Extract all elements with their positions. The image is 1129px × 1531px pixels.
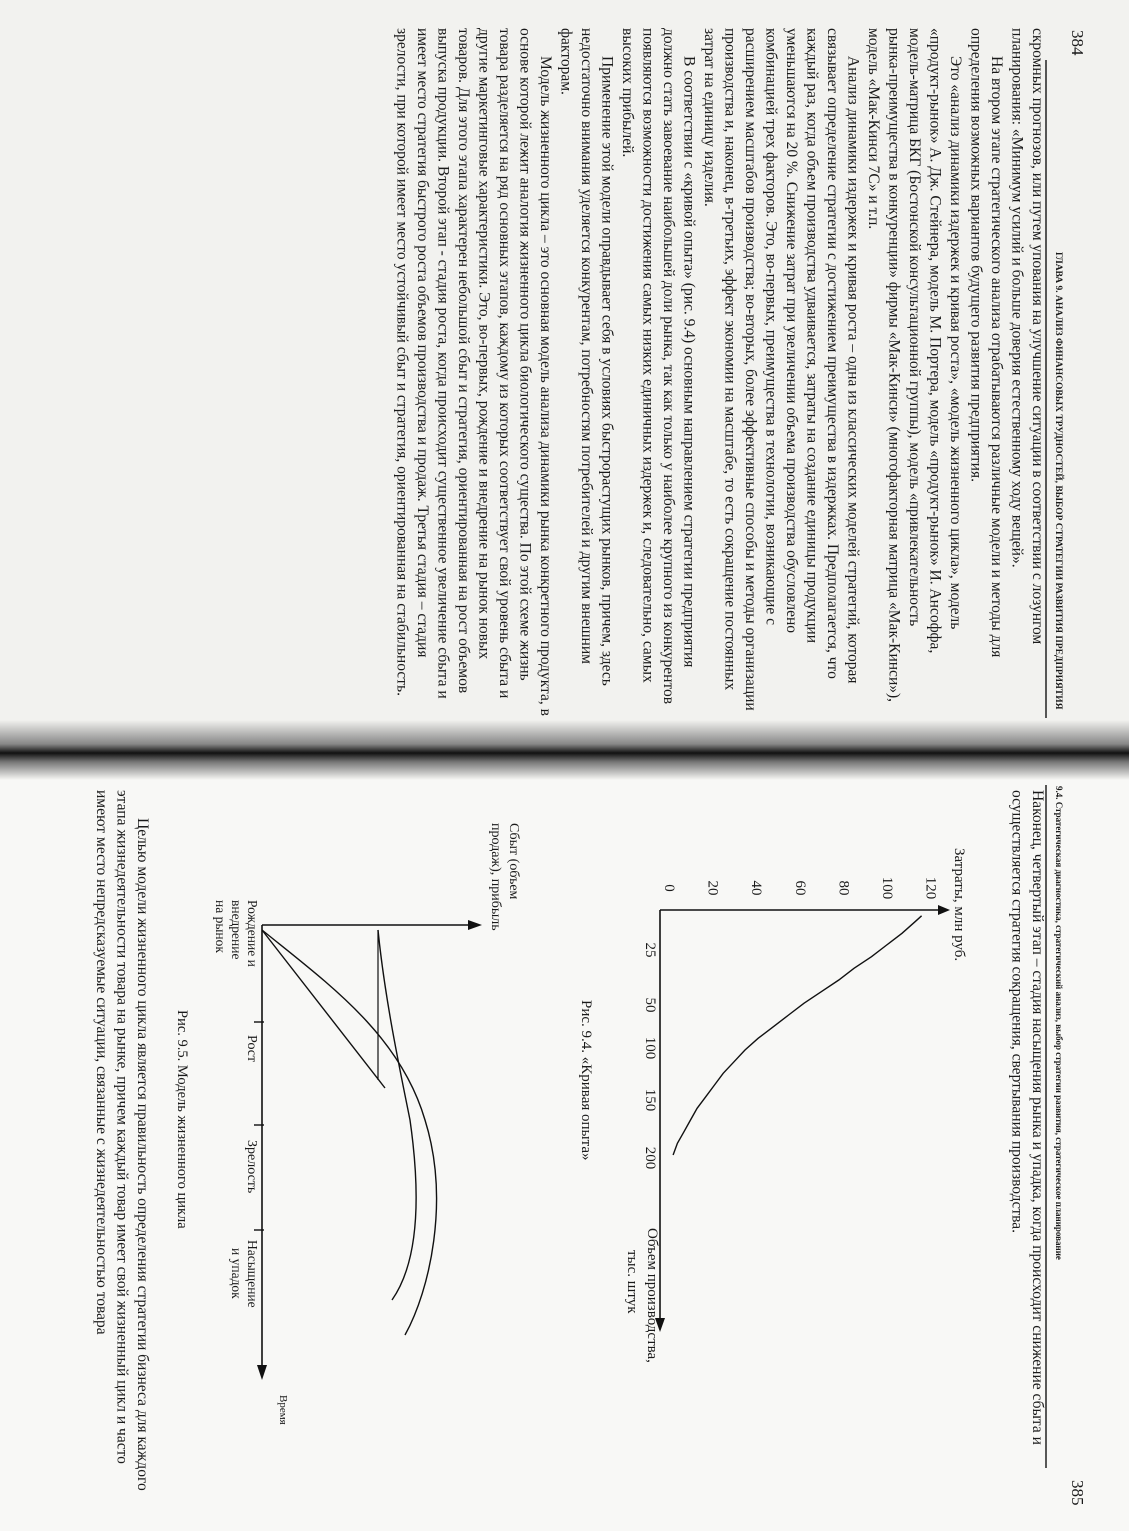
fig94-y-tick-label: 100 <box>879 876 895 900</box>
right-page-number: 385 <box>1068 1480 1087 1506</box>
right-intro-line: осуществляется стратегия сокращения, свертывания производства. <box>1008 790 1026 1234</box>
left-body-line: связывает определение стратегии с достижением преимущества в издержках. Предполагается, что <box>824 28 841 679</box>
fig94-y-axis-label: Затраты, млн руб. <box>951 848 967 962</box>
fig94-y-tick-label: 20 <box>704 880 721 896</box>
fig95-stage-label: Рождение и <box>245 900 260 967</box>
fig94-x-tick-label: 50 <box>642 997 658 1013</box>
fig94-x-axis-label-2: тыс. штук <box>624 1250 640 1314</box>
left-body-line: затрат на единицу изделия. <box>701 28 718 207</box>
right-intro-line: Наконец, четвертый этап – стадия насыщения рынка и упадка, когда происходит снижение сбыта и <box>1029 790 1046 1445</box>
left-body-line: Применение этой модели оправдывает себя в условиях быстрорастущих рынков, причем, здесь <box>598 56 616 686</box>
left-body-line: Это «анализ динамики издержек и кривая роста», «модель жизненного цикла», модель <box>947 56 964 630</box>
fig94-x-tick-label: 150 <box>642 1088 658 1112</box>
left-body-line: В соответствии с «кривой опыта» (рис. 9.4) основным направлением стратегии предприятия <box>680 56 698 668</box>
fig95-stage-label: и упадок <box>229 1248 244 1299</box>
right-bottom-line: этапа жизнедеятельности товара на рынке, причем каждый товар имеет свой жизненный цикл и часто <box>113 790 131 1464</box>
fig95-stage-label: на рынок <box>213 900 228 953</box>
fig95-stage-label: Насыщение <box>245 1240 260 1308</box>
left-body-line: комбинацией трех факторов. Это, во-первых, преимущества в технологии, возникающие с <box>762 28 780 625</box>
left-body-line: производства и, наконец, в-третьих, эффект экономии на масштабе, то есть сокращение постоянных <box>721 28 739 691</box>
fig95-y-axis-label-2: продаж), прибыль <box>488 823 503 931</box>
book-spine <box>0 720 1129 780</box>
left-body-line: каждый раз, когда объем производства удваивается, затраты на создание единицы продукции <box>803 28 821 644</box>
left-body-line: «продукт-рынок» А. Дж. Стейнера, модель М. Портера, модель «продукт-рынок» И. Ансоффа, <box>926 28 944 654</box>
fig95-caption: Рис. 9.5. Модель жизненного цикла <box>174 1010 190 1229</box>
fig95-y-axis-label: Сбыт (объем <box>506 823 521 900</box>
left-body-line: скромных прогнозов, или путем упования на улучшение ситуации в соответствии с лозунгом <box>1029 28 1046 645</box>
left-body-line: расширением масштабов производства; во-вторых, более эффективные способы и методы организации <box>742 28 759 711</box>
left-body-line: определения возможных вариантов будущего развития предприятия. <box>967 28 985 482</box>
fig95-time-label: Время <box>277 1395 289 1425</box>
left-body-line: модель-матрица БКГ (Бостонской консультационной группы), модель «привлекательность <box>906 28 923 627</box>
fig94-x-tick-label: 100 <box>642 1036 658 1060</box>
fig95-stage-label: Рост <box>244 1035 259 1063</box>
left-body-line: выпуска продукции. Второй этап - стадия роста, когда происходит существенное увеличение сбыта и <box>434 28 452 699</box>
left-body-line: товаров. Для этого этапа характерен небольшой сбыт и стратегия, ориентированная на рост объемов <box>455 28 472 694</box>
left-body-line: основе которой лежит аналогия жизненного цикла биологического существа. По этой схеме жизнь <box>516 28 534 681</box>
right-bottom-line: имеют место непредсказуемые ситуации, связанные с жизнедеятельностью товара <box>93 790 110 1335</box>
left-body-line: высоких прибылей. <box>619 28 636 158</box>
left-body-line: уменьшаются на 20 %. Снижение затрат при увеличении объема производства обусловлено <box>783 28 800 634</box>
left-body-line: недостаточно внимания уделяется конкурентам, потребностям потребителей и другим внешним <box>578 28 595 664</box>
fig94-y-tick-label: 120 <box>922 876 939 900</box>
fig95-stage-label: Зрелость <box>244 1140 259 1194</box>
fig94-y-tick-label: 80 <box>835 880 852 896</box>
fig94-x-tick-label: 25 <box>642 942 658 958</box>
fig94-x-tick-label: 200 <box>642 1146 658 1170</box>
left-body-line: должно стать завоевание наибольшей доли рынка, так как только у наиболее крупного из конкурентов <box>660 28 677 705</box>
left-body-line: Модель жизненного цикла – это основная модель анализа динамики рынка конкретного продукта, в <box>537 56 554 716</box>
left-body-line: планирования: «Минимум усилий и больше доверия естественному ходу вещей». <box>1008 28 1026 568</box>
left-body-line: На втором этапе стратегического анализа отрабатываются различные модели и методы для <box>988 56 1005 658</box>
left-body-line: имеет место стратегия быстрого роста объемов производства и продаж. Третья стадия – стадия <box>414 28 431 658</box>
fig94-y-tick-label: 40 <box>748 880 765 896</box>
left-running-head: ГЛАВА 9. АНАЛИЗ ФИНАНСОВЫХ ТРУДНОСТЕЙ, ВЫБОР СТРАТЕГИИ РАЗВИТИЯ ПРЕДПРИЯТИЯ <box>1053 252 1063 710</box>
left-page-number: 384 <box>1068 30 1087 56</box>
left-body-line: рынка-преимущества в конкуренции» фирмы «Мак-Кинси» (многофакторная матрица «Мак-Кинси»), <box>885 28 903 703</box>
left-body-line: товара разделяется на ряд основных этапов, каждому из которых соответствует свой уровень сбыта и <box>496 28 513 699</box>
left-body-line: факторам. <box>557 28 575 95</box>
fig94-y-tick-label: 60 <box>791 880 808 896</box>
left-body-line: другие маркетинговые характеристики. Это, во-первых, рождение и внедрение на рынок новых <box>475 28 493 660</box>
right-bottom-line: Целью модели жизненного цикла является правильность определения стратегии бизнеса для каждого <box>134 818 151 1491</box>
left-body-line: зрелости, при которой имеет место устойчивый сбыт и стратегия, ориентированная на стабильность. <box>393 28 411 696</box>
left-body-line: Анализ динамики издержек и кривая роста – одна из классических моделей стратегий, которая <box>844 56 862 684</box>
fig94-y-tick-label: 0 <box>661 884 677 892</box>
fig94-x-axis-label: Объем производства, <box>644 1228 660 1363</box>
fig95-stage-label: внедрение <box>229 900 244 960</box>
fig94-caption: Рис. 9.4. «Кривая опыта» <box>578 1000 594 1161</box>
left-body-line: модель «Мак-Кинси 7С» и т.п. <box>865 28 882 230</box>
left-body-line: появляются возможности достижения самых низких единичных издержек и, следовательно, самых <box>639 28 657 683</box>
right-running-head: 9.4. Стратегическая диагностика, стратегический анализ, выбор стратегии развития, стратегическое планирование <box>1054 786 1064 1260</box>
